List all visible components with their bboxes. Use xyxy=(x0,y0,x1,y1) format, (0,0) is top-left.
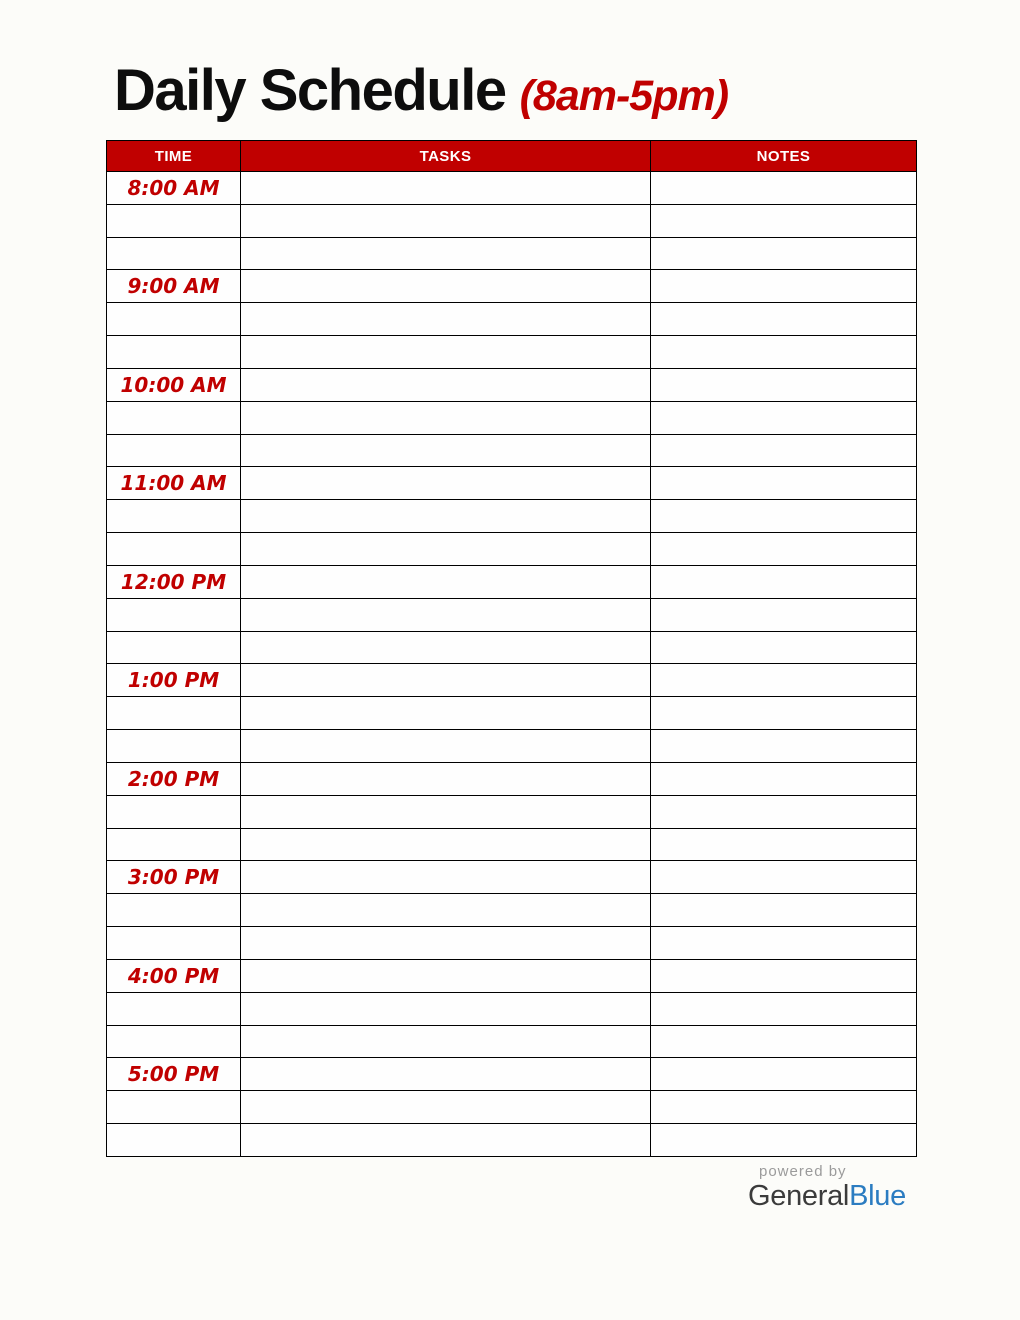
header-row xyxy=(107,141,917,172)
time-cell xyxy=(107,237,241,270)
time-cell xyxy=(107,401,241,434)
time-cell: 10:00 AM xyxy=(107,368,241,401)
time-slot-row xyxy=(107,861,917,894)
time-slot-row xyxy=(107,270,917,303)
note-cell xyxy=(651,598,917,631)
task-cell xyxy=(241,664,651,697)
task-cell xyxy=(241,303,651,336)
note-cell xyxy=(651,1058,917,1091)
brand-blue-text: Blue xyxy=(849,1179,906,1212)
empty-row xyxy=(107,828,917,861)
empty-row xyxy=(107,795,917,828)
task-cell xyxy=(241,401,651,434)
col-header-tasks: TASKS xyxy=(241,141,651,172)
empty-row xyxy=(107,992,917,1025)
note-cell xyxy=(651,336,917,369)
empty-row xyxy=(107,697,917,730)
schedule-table xyxy=(106,140,917,1157)
note-cell xyxy=(651,467,917,500)
task-cell xyxy=(241,172,651,205)
time-cell: 1:00 PM xyxy=(107,664,241,697)
task-cell xyxy=(241,598,651,631)
time-cell xyxy=(107,730,241,763)
task-cell xyxy=(241,204,651,237)
time-cell: 2:00 PM xyxy=(107,762,241,795)
note-cell xyxy=(651,927,917,960)
note-cell xyxy=(651,565,917,598)
task-cell xyxy=(241,762,651,795)
task-cell xyxy=(241,1025,651,1058)
task-cell xyxy=(241,959,651,992)
empty-row xyxy=(107,237,917,270)
empty-row xyxy=(107,894,917,927)
note-cell xyxy=(651,303,917,336)
task-cell xyxy=(241,992,651,1025)
note-cell xyxy=(651,1091,917,1124)
empty-row xyxy=(107,730,917,763)
note-cell xyxy=(651,730,917,763)
task-cell xyxy=(241,434,651,467)
time-cell xyxy=(107,795,241,828)
note-cell xyxy=(651,401,917,434)
note-cell xyxy=(651,533,917,566)
time-slot-row xyxy=(107,368,917,401)
time-cell xyxy=(107,697,241,730)
time-cell: 4:00 PM xyxy=(107,959,241,992)
empty-row xyxy=(107,631,917,664)
time-cell xyxy=(107,533,241,566)
note-cell xyxy=(651,992,917,1025)
task-cell xyxy=(241,533,651,566)
time-slot-row xyxy=(107,664,917,697)
schedule-body xyxy=(107,172,917,1157)
time-cell: 3:00 PM xyxy=(107,861,241,894)
task-cell xyxy=(241,270,651,303)
note-cell xyxy=(651,697,917,730)
page-title-text: Daily Schedule xyxy=(114,58,506,123)
task-cell xyxy=(241,368,651,401)
note-cell xyxy=(651,434,917,467)
time-cell: 8:00 AM xyxy=(107,172,241,205)
time-cell xyxy=(107,828,241,861)
empty-row xyxy=(107,533,917,566)
empty-row xyxy=(107,598,917,631)
task-cell xyxy=(241,631,651,664)
time-cell: 5:00 PM xyxy=(107,1058,241,1091)
time-cell: 12:00 PM xyxy=(107,565,241,598)
task-cell xyxy=(241,237,651,270)
task-cell xyxy=(241,565,651,598)
empty-row xyxy=(107,1025,917,1058)
time-cell xyxy=(107,434,241,467)
time-slot-row xyxy=(107,1058,917,1091)
note-cell xyxy=(651,368,917,401)
note-cell xyxy=(651,894,917,927)
note-cell xyxy=(651,172,917,205)
time-slot-row xyxy=(107,762,917,795)
time-slot-row xyxy=(107,565,917,598)
col-header-notes: NOTES xyxy=(651,141,917,172)
page-title xyxy=(114,58,729,123)
task-cell xyxy=(241,1124,651,1157)
note-cell xyxy=(651,204,917,237)
time-cell xyxy=(107,631,241,664)
task-cell xyxy=(241,467,651,500)
note-cell xyxy=(651,631,917,664)
note-cell xyxy=(651,664,917,697)
task-cell xyxy=(241,697,651,730)
note-cell xyxy=(651,861,917,894)
col-header-time: TIME xyxy=(107,141,241,172)
time-cell xyxy=(107,303,241,336)
empty-row xyxy=(107,927,917,960)
task-cell xyxy=(241,336,651,369)
time-cell xyxy=(107,598,241,631)
time-slot-row xyxy=(107,172,917,205)
task-cell xyxy=(241,1091,651,1124)
empty-row xyxy=(107,303,917,336)
time-slot-row xyxy=(107,467,917,500)
task-cell xyxy=(241,927,651,960)
footer-logo xyxy=(748,1164,906,1212)
time-cell: 11:00 AM xyxy=(107,467,241,500)
brand-logo xyxy=(748,1181,906,1213)
time-cell xyxy=(107,1025,241,1058)
task-cell xyxy=(241,1058,651,1091)
empty-row xyxy=(107,401,917,434)
time-cell xyxy=(107,1124,241,1157)
task-cell xyxy=(241,500,651,533)
time-cell xyxy=(107,894,241,927)
time-cell: 9:00 AM xyxy=(107,270,241,303)
task-cell xyxy=(241,828,651,861)
schedule-header xyxy=(107,141,917,172)
task-cell xyxy=(241,795,651,828)
task-cell xyxy=(241,861,651,894)
time-cell xyxy=(107,927,241,960)
task-cell xyxy=(241,894,651,927)
powered-by-label: powered by xyxy=(759,1163,847,1180)
time-cell xyxy=(107,336,241,369)
time-cell xyxy=(107,500,241,533)
note-cell xyxy=(651,1025,917,1058)
note-cell xyxy=(651,237,917,270)
note-cell xyxy=(651,500,917,533)
brand-general-text: General xyxy=(748,1179,850,1212)
time-cell xyxy=(107,204,241,237)
empty-row xyxy=(107,434,917,467)
note-cell xyxy=(651,270,917,303)
empty-row xyxy=(107,500,917,533)
empty-row xyxy=(107,1124,917,1157)
note-cell xyxy=(651,795,917,828)
note-cell xyxy=(651,1124,917,1157)
task-cell xyxy=(241,730,651,763)
note-cell xyxy=(651,762,917,795)
page-title-range: (8am-5pm) xyxy=(519,72,729,120)
empty-row xyxy=(107,204,917,237)
note-cell xyxy=(651,828,917,861)
time-slot-row xyxy=(107,959,917,992)
empty-row xyxy=(107,336,917,369)
time-cell xyxy=(107,1091,241,1124)
note-cell xyxy=(651,959,917,992)
time-cell xyxy=(107,992,241,1025)
empty-row xyxy=(107,1091,917,1124)
